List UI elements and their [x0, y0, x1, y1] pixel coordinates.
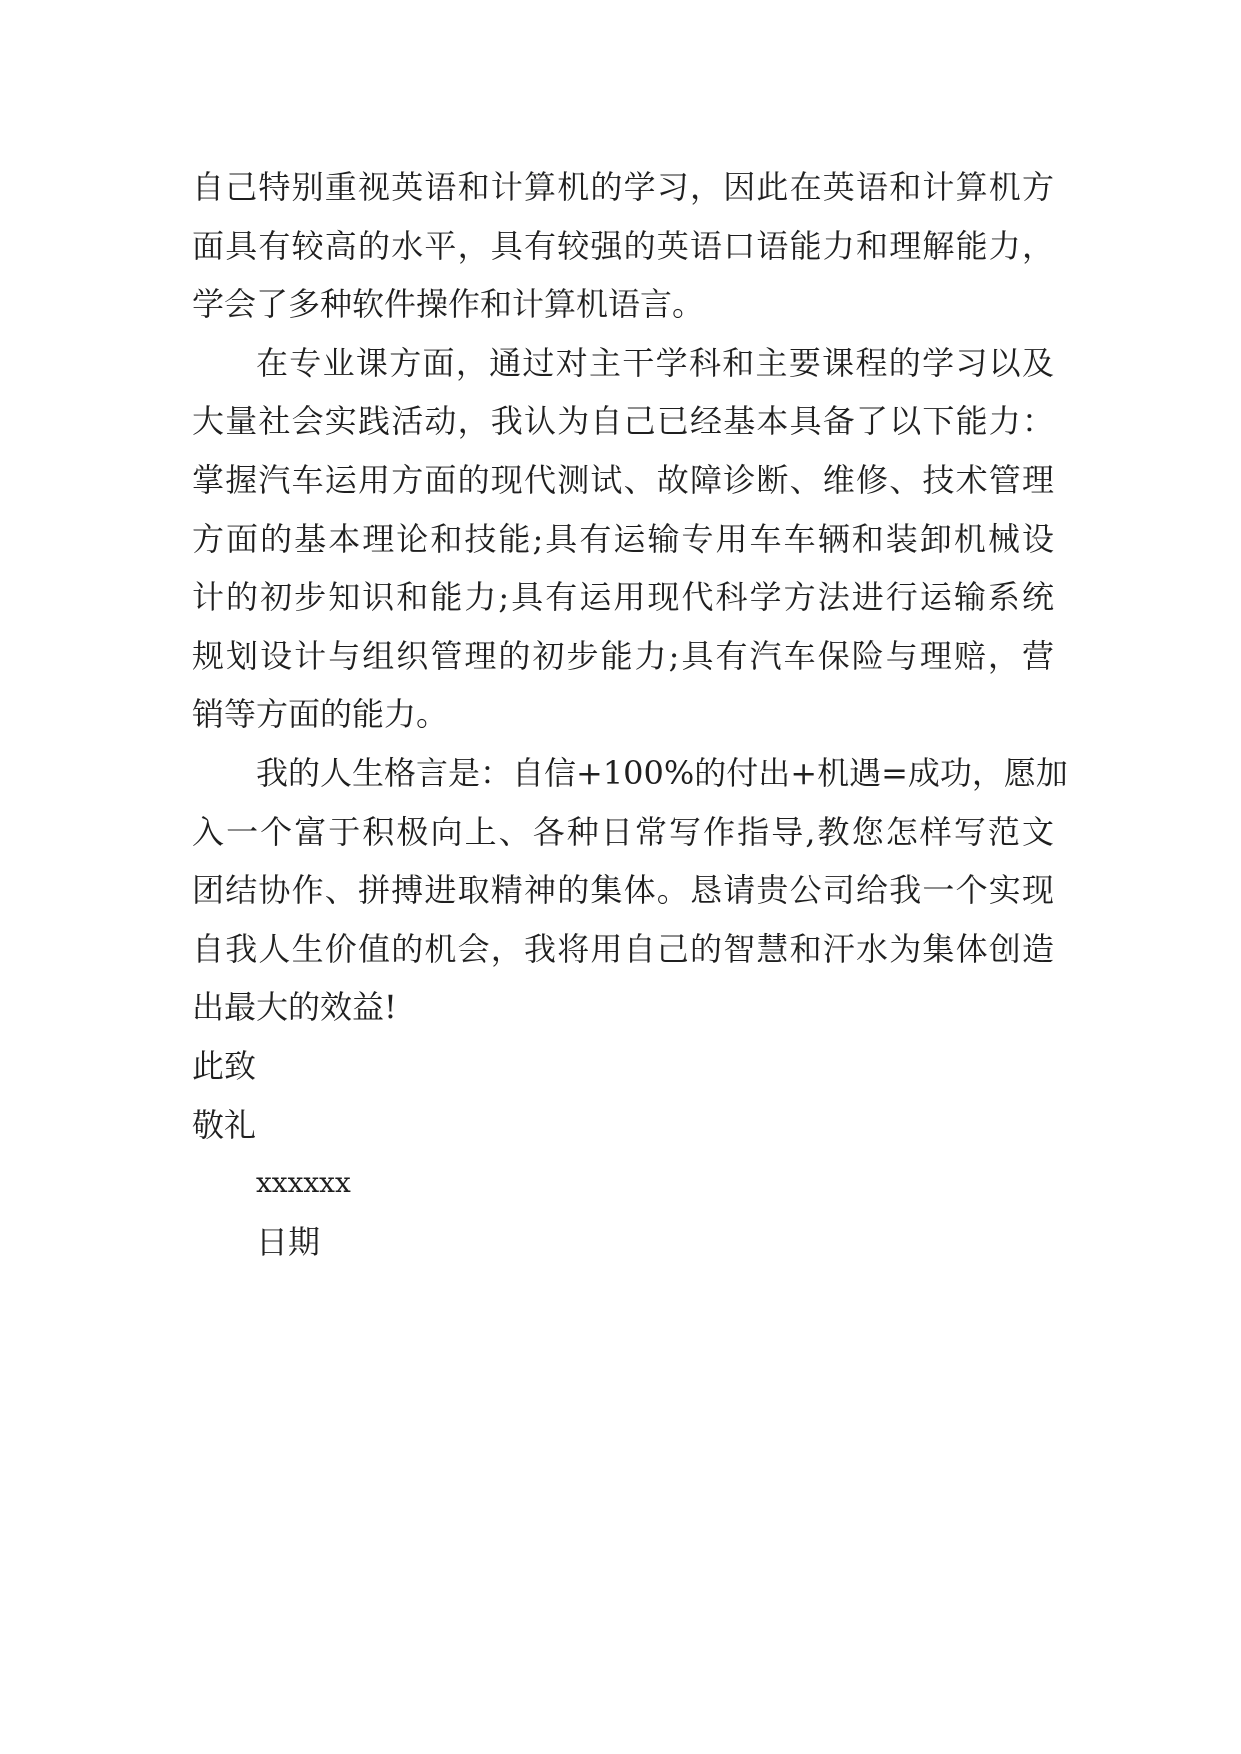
paragraph-line: 面具有较高的水平，具有较强的英语口语能力和理解能力， — [192, 226, 1054, 265]
paragraph-line: 自我人生价值的机会，我将用自己的智慧和汗水为集体创造 — [192, 929, 1054, 968]
paragraph-line: 销等方面的能力。 — [192, 695, 449, 734]
closing-regards: 敬礼 — [192, 1105, 257, 1144]
paragraph-life-motto — [192, 744, 1068, 1037]
paragraph-english-computer — [192, 158, 1054, 334]
paragraph-line: 我的人生格言是：自信+100%的付出+机遇=成功，愿加 — [256, 753, 1068, 792]
paragraph-line: 规划设计与组织管理的初步能力;具有汽车保险与理赔，营 — [192, 636, 1054, 675]
paragraph-line: 计的初步知识和能力;具有运用现代科学方法进行运输系统 — [192, 578, 1054, 617]
signer-name: xxxxxx — [256, 1166, 351, 1200]
paragraph-line: 方面的基本理论和技能;具有运输专用车车辆和装卸机械设 — [192, 519, 1054, 558]
letter-date: 日期 — [256, 1222, 321, 1261]
paragraph-line: 团结协作、拼搏进取精神的集体。恳请贵公司给我一个实现 — [192, 871, 1054, 910]
closing-salutation: 此致 — [192, 1046, 257, 1085]
paragraph-line: 学会了多种软件操作和计算机语言。 — [192, 285, 705, 324]
paragraph-line: 出最大的效益! — [192, 988, 397, 1027]
paragraph-professional-courses — [192, 334, 1054, 744]
paragraph-line: 自己特别重视英语和计算机的学习，因此在英语和计算机方 — [192, 168, 1054, 206]
paragraph-line: 在专业课方面，通过对主干学科和主要课程的学习以及 — [256, 343, 1054, 382]
paragraph-line: 掌握汽车运用方面的现代测试、故障诊断、维修、技术管理 — [192, 460, 1054, 499]
paragraph-line: 入一个富于积极向上、各种日常写作指导,教您怎样写范文 — [192, 812, 1054, 851]
letter-body — [192, 158, 1068, 1271]
paragraph-line: 大量社会实践活动，我认为自己已经基本具备了以下能力： — [192, 402, 1054, 441]
